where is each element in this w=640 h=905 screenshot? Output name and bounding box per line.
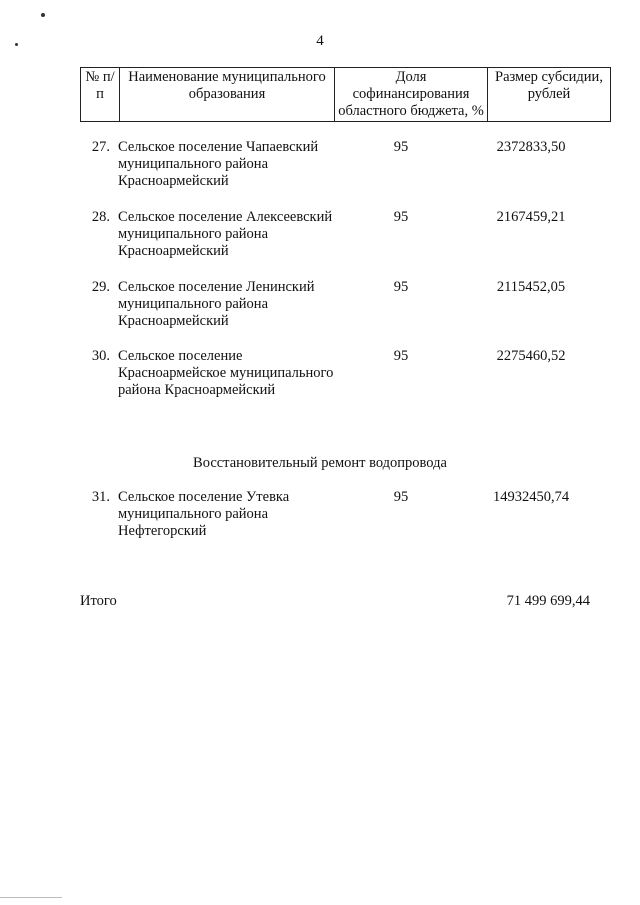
row-number: 30. (91, 348, 110, 364)
row-share: 95 (393, 489, 409, 505)
total-label: Итого (80, 593, 117, 609)
total-value: 71 499 699,44 (506, 593, 590, 609)
row-amount: 2115452,05 (496, 279, 566, 295)
row-amount: 2372833,50 (496, 139, 566, 155)
row-share: 95 (393, 139, 409, 155)
page-number: 4 (316, 33, 324, 49)
row-amount: 2275460,52 (496, 348, 566, 364)
row-share: 95 (393, 209, 409, 225)
table-header (80, 67, 611, 122)
row-name: Сельское поселение Алексеевский муниципального района Красноармейский (118, 209, 333, 259)
row-number: 27. (91, 139, 110, 155)
row-name: Сельское поселение Утевка муниципального района Нефтегорский (118, 489, 290, 539)
scan-speck (41, 13, 45, 17)
scan-edge-line (0, 897, 62, 898)
row-share: 95 (393, 348, 409, 364)
header-number: № п/п (81, 68, 120, 122)
header-share: Доля софинансирования областного бюджета, % (335, 68, 488, 122)
row-name: Сельское поселение Ленинский муниципального района Красноармейский (118, 279, 315, 329)
row-name: Сельское поселение Красноармейское муниципального района Красноармейский (118, 348, 334, 398)
row-name: Сельское поселение Чапаевский муниципального района Красноармейский (118, 139, 319, 189)
row-number: 31. (91, 489, 110, 505)
row-amount: 2167459,21 (496, 209, 566, 225)
header-name: Наименование муниципального образования (120, 68, 335, 122)
row-amount: 14932450,74 (492, 489, 570, 505)
row-share: 95 (393, 279, 409, 295)
row-number: 28. (91, 209, 110, 225)
header-amount: Размер субсидии, рублей (488, 68, 611, 122)
section-title: Восстановительный ремонт водопровода (193, 455, 447, 471)
row-number: 29. (91, 279, 110, 295)
